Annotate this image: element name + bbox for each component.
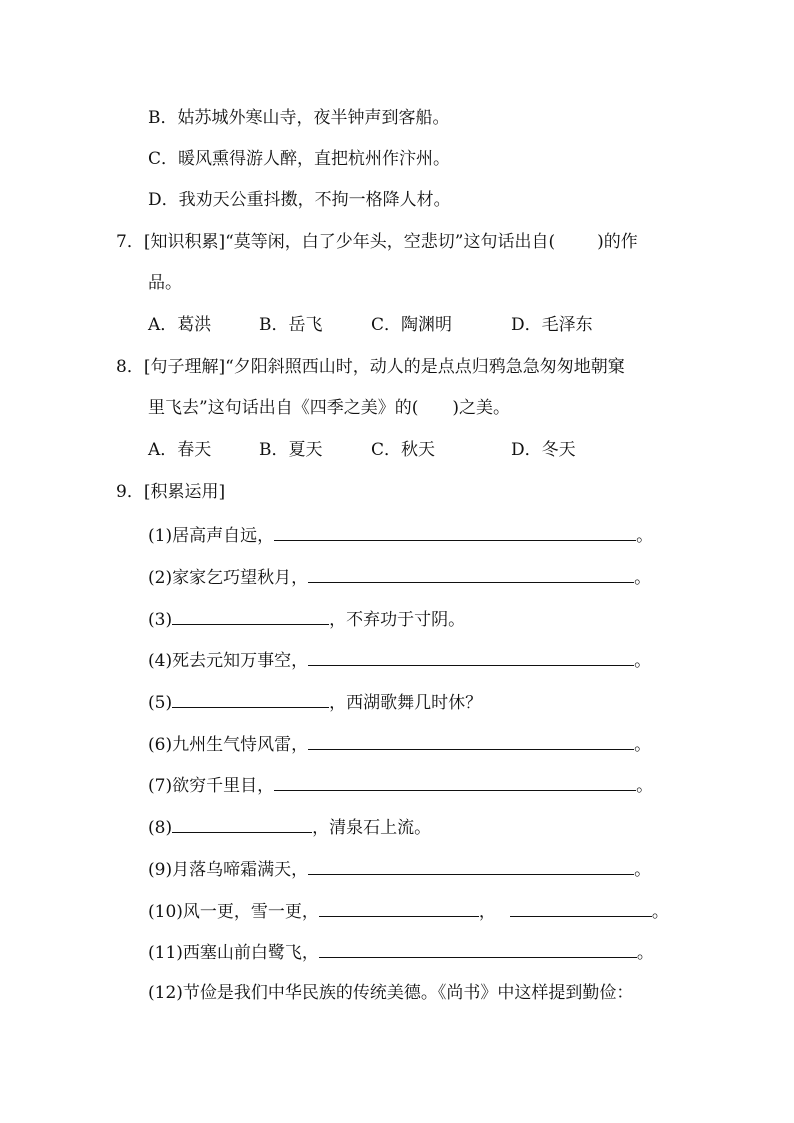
q7-option-a[interactable]: A．葛洪 [148,315,212,335]
fill-item-7-blank[interactable] [274,774,636,791]
fill-item-10-blank-b[interactable] [510,900,652,917]
fill-item-1-prefix: (1)居高声自远， [148,526,275,546]
fill-item-1-blank[interactable] [274,524,636,541]
fill-item-7 [148,774,653,796]
q8-stem-a: [句子理解]“夕阳斜照西山时，动人的是点点归鸦急急匆匆地朝窠 [143,357,625,377]
fill-item-6-blank[interactable] [308,733,634,750]
fill-item-4-prefix: (4)死去元知万事空， [148,651,309,671]
fill-item-2 [148,566,651,588]
fill-item-1 [148,524,653,546]
q7-stem-line1 [116,232,638,252]
fill-item-3-blank[interactable] [172,608,329,625]
fill-item-12-text: (12)节俭是我们中华民族的传统美德。《尚书》中这样提到勤俭： [148,983,634,1003]
fill-item-12 [148,983,633,1003]
q6-option-b: B．姑苏城外寒山寺，夜半钟声到客船。 [148,108,450,128]
fill-item-5-suffix: ，西湖歌舞几时休？ [329,693,483,713]
q7-stem-b: )的作 [597,232,638,252]
fill-item-6-suffix: 。 [634,735,652,755]
fill-item-8-prefix: (8) [148,818,173,838]
fill-item-9-suffix: 。 [634,860,652,880]
fill-item-11 [148,941,654,963]
q8-option-b[interactable]: B．夏天 [259,440,323,460]
fill-item-2-suffix: 。 [634,568,652,588]
q8-option-a[interactable]: A．春天 [148,440,212,460]
q9-number: 9． [116,482,144,502]
fill-item-7-prefix: (7)欲穷千里目， [148,776,275,796]
q9-heading [116,482,225,502]
fill-item-10-separator: ， [478,902,496,922]
q8-stem-line2 [148,398,510,418]
fill-item-3-suffix: ，不弃功于寸阴。 [329,610,466,630]
fill-item-4-blank[interactable] [308,649,634,666]
fill-item-10 [148,900,669,922]
q6-option-c: C．暖风熏得游人醉，直把杭州作汴州。 [148,149,451,169]
q7-stem-line2: 品。 [148,273,182,293]
fill-item-11-blank[interactable] [319,941,637,958]
fill-item-11-prefix: (11)西塞山前白鹭飞， [148,943,319,963]
q8-option-d[interactable]: D．冬天 [511,440,576,460]
q7-stem-a: [知识积累]“莫等闲，白了少年头，空悲切”这句话出自( [143,232,556,252]
fill-item-11-suffix: 。 [636,943,654,963]
fill-item-10-prefix: (10)风一更，雪一更， [148,902,319,922]
fill-item-4 [148,649,651,671]
fill-item-8 [148,816,431,838]
fill-item-6 [148,733,651,755]
fill-item-10-blank-a[interactable] [319,900,479,917]
q8-number: 8． [116,357,144,377]
fill-item-9-blank[interactable] [308,858,634,875]
q8-stem-c: )之美。 [452,398,510,418]
q7-option-d[interactable]: D．毛泽东 [511,315,593,335]
q9-title: [积累运用] [143,482,226,502]
fill-item-9-prefix: (9)月落乌啼霜满天， [148,860,309,880]
fill-item-9 [148,858,651,880]
q7-option-b[interactable]: B．岳飞 [259,315,323,335]
fill-item-7-suffix: 。 [636,776,654,796]
fill-item-2-blank[interactable] [308,566,634,583]
fill-item-2-prefix: (2)家家乞巧望秋月， [148,568,309,588]
fill-item-6-prefix: (6)九州生气恃风雷， [148,735,309,755]
fill-item-1-suffix: 。 [636,526,654,546]
q6-option-d: D．我劝天公重抖擞，不拘一格降人材。 [148,190,451,210]
q8-option-c[interactable]: C．秋天 [371,440,436,460]
fill-item-5 [148,691,482,713]
fill-item-4-suffix: 。 [634,651,652,671]
fill-item-5-prefix: (5) [148,693,173,713]
fill-item-3-prefix: (3) [148,610,173,630]
fill-item-10-suffix: 。 [651,902,669,922]
q7-number: 7． [116,232,144,252]
fill-item-8-suffix: ，清泉石上流。 [312,818,432,838]
fill-item-8-blank[interactable] [172,816,312,833]
fill-item-3 [148,608,465,630]
fill-item-5-blank[interactable] [172,691,329,708]
q7-option-c[interactable]: C．陶渊明 [371,315,453,335]
q8-stem-b: 里飞去”这句话出自《四季之美》的( [148,398,419,418]
q8-stem-line1 [116,357,625,377]
